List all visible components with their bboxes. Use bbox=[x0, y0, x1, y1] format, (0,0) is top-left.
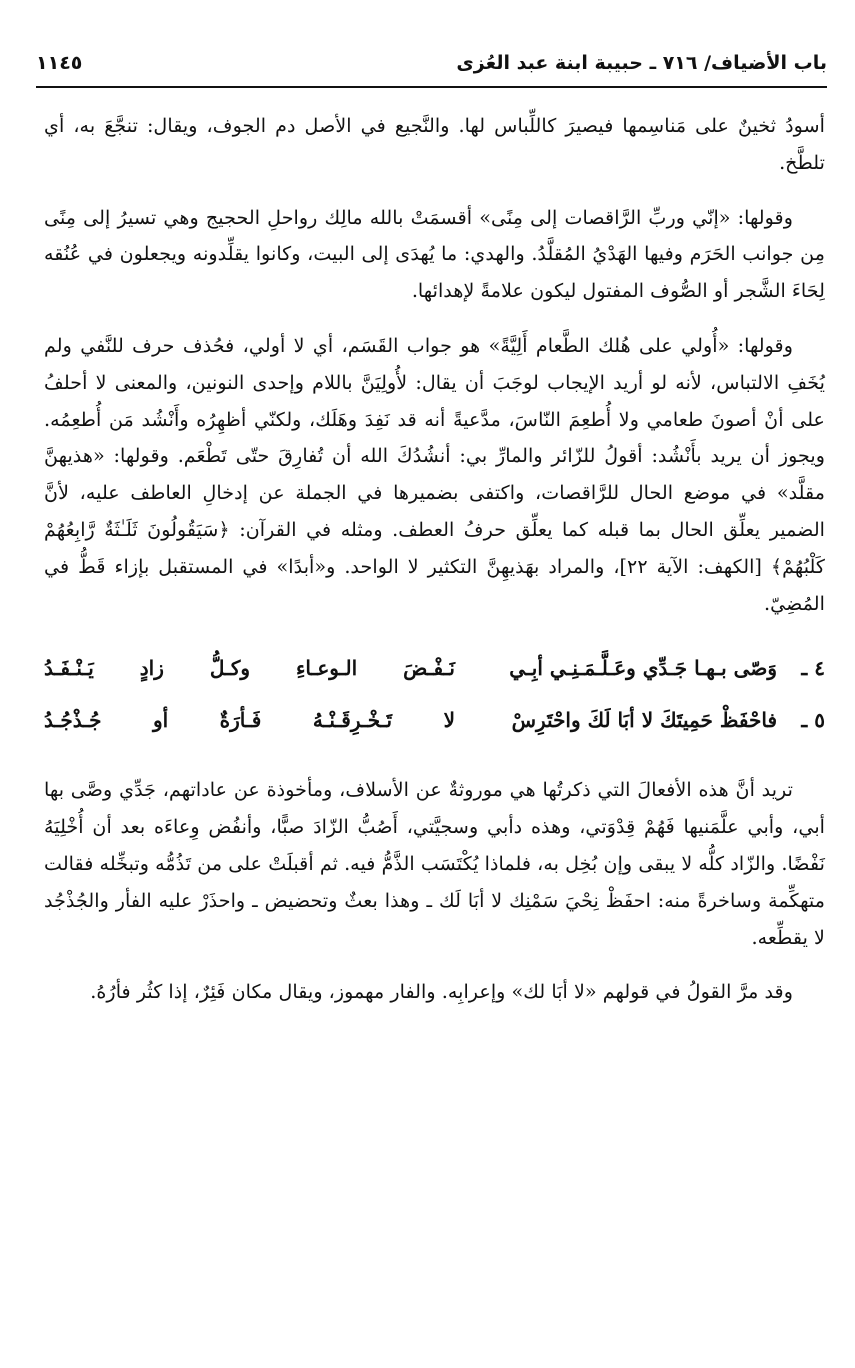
verse-second-hemistich: نَـفْـضَ الـوعـاءِ وكـلُّ زادٍ يَـنْـفَـدُ bbox=[44, 656, 455, 681]
verse-line bbox=[44, 642, 825, 694]
verse-line bbox=[44, 694, 825, 746]
paragraph: أسودُ ثخينٌ على مَناسِمها فيصيرَ كاللِّباس لها. والنَّجيع في الأصل دم الجوف، ويقال: تنجَّعَ به، أي تلطَّخ. bbox=[44, 114, 825, 174]
paragraph: وقولها: «إنّي وربِّ الرَّاقصات إلى مِنًى» أقسمَتْ بالله مالِك رواحلِ الحجيج وهي تسيرُ إلى مِنًى مِن جوانب الحَرَم وفيها الهَدْيُ المُقلَّدُ. والهدي: ما يُهدَى إلى البيت، وكانوا يقلِّدونه ويجعلون في عُنُقه لِحَاءَ الشَّجر أو الصُّوف المفتول ليكون علامةً لإهدائها. bbox=[44, 205, 825, 303]
page-number: ١١٤٥ bbox=[36, 52, 83, 74]
verse-number: ٥ ـ bbox=[801, 708, 825, 733]
page-body bbox=[44, 108, 825, 1029]
verse-second-hemistich: لا تَـخْـرِقَـنْـهُ فَـأرَةٌ أو جُـذْجُـدُ bbox=[44, 708, 455, 733]
page-header bbox=[36, 40, 827, 88]
paragraph: وقولها: «أُولي على هُلك الطَّعام أَلِيَّةً» هو جواب القَسَم، أي لا أولي، فحُذف حرف للنَّفي ولم يُخَفِ الالتباس، لأنه لو أريد الإيجاب لوجَبَ أن يقال: لأُولِيَنَّ باللام وإحدى النونين، والمعنى لا أحلفُ على أنْ أصونَ طعامي ولا أُطعِمَ النّاسَ، مدَّعيةً أنه قد نَفِدَ وهَلَك، ولكنّي أظهِرُه وأَنْشُد مَن أُطعِمُه. ويجوز أن يريد بأَنْشُد: أقولُ للزّائر والمارِّ بي: أنشُدُكَ الله أن تُفارِقَ حتّى تَطْعَم. وقولها: «هذيهنَّ مقلَّد» في موضع الحال للرَّاقصات، واكتفى بضميرها في الجملة عن إدخالِ العاطف عليه، لأنَّ الضمير يعلِّق الحال بما قبله كما يعلِّق حرفُ العطف. ومثله في القرآن: ﴿سَيَقُولُونَ ثَلَـٰثَةٌ رَّابِعُهُمْ كَلْبُهُمْ﴾ [الكهف: الآية ٢٢]، والمراد بهَذيهِنَّ التكثير لا الواحد. و«أبدًا» في المستقبل بإزاء قَطُّ في المُضِيّ. bbox=[44, 333, 826, 615]
paragraph: تريد أنَّ هذه الأفعالَ التي ذكرتُها هي موروثةٌ عن الأسلاف، ومأخوذة عن عاداتهم، جَدِّي وصَّى بها أبي، وأبي علَّمَنيها فَهُمْ قِدْوَتي، وهذه دأبي وسجيَّتي، أَصُبُّ الزّادَ صبًّا، وأنفُض وِعاءَه بعد أن أُخْلِيَهُ نَفْضًا. والزّاد كلُّه لا يبقى وإن بُخِل به، فلماذا يُكْتَسَب الذَّمُّ فيه. ثم أقبلَتْ على من تَذُمُّه وتبخِّله فقالت متهكِّمة وساخرةً منه: احفَظْ نِحْيَ سَمْنِك لا أبَا لَك ـ وهذا بعثٌ وتحضيض ـ واحذَرْ عليه الفأر والجُذْجُد لا يقطِّعه. bbox=[44, 778, 825, 949]
verse-first-hemistich: وَصّى بـهـا جَـدِّي وعَـلَّـمَـنِـي أبِـي bbox=[509, 656, 777, 681]
verse-block bbox=[44, 642, 825, 746]
running-title: باب الأضياف/ ٧١٦ ـ حبيبة ابنة عبد العُزى bbox=[456, 52, 827, 74]
verse-first-hemistich: فاحْفَظْ حَمِيتَكَ لا أبَا لَكَ واحْتَرِسْ bbox=[511, 708, 777, 733]
verse-number: ٤ ـ bbox=[801, 656, 825, 681]
paragraph: وقد مرَّ القولُ في قولهم «لا أبَا لك» وإعرابِه. والفار مهموز، ويقال مكان فَئِرٌ، إذا كثُر فأرُهُ. bbox=[90, 980, 793, 1004]
